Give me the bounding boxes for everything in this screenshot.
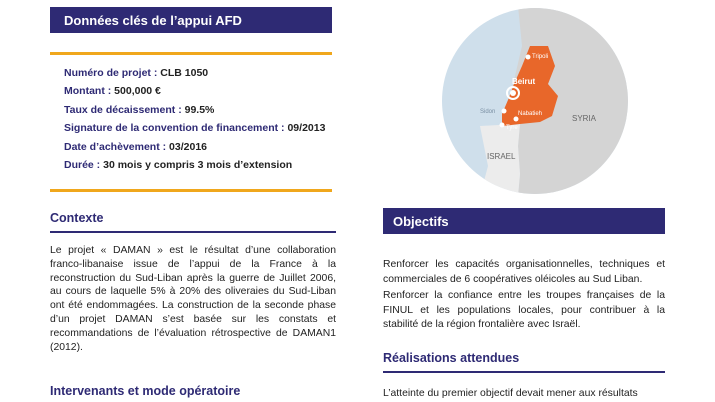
label-tyre: Tyre bbox=[506, 125, 518, 131]
objectifs-body bbox=[383, 258, 665, 335]
label-syria: SYRIA bbox=[572, 114, 597, 123]
contexte-title: Contexte bbox=[50, 211, 104, 225]
realisations-paragraph: L’atteinte du premier objectif devait mener aux résultats bbox=[383, 388, 638, 399]
fact-disbursement-rate bbox=[64, 103, 334, 121]
fact-label: Date d’achèvement : bbox=[64, 140, 167, 153]
fact-duration bbox=[64, 158, 334, 176]
fact-label: Signature de la convention de financement : bbox=[64, 122, 285, 135]
intervenants-title: Intervenants et mode opératoire bbox=[50, 384, 241, 398]
fact-value: 03/2016 bbox=[169, 140, 208, 153]
label-sidon: Sidon bbox=[480, 109, 496, 115]
contexte-paragraph: Le projet « DAMAN » est le résultat d’une collaboration franco-libanaise issue de l’appui de la France à la reconstruction du Sud-Liban après la guerre de Juillet 2006, au cours de laquelle 5% à 20% des oliveraies du Sud-Liban ont été endommagées. La construction de la seconde phase d’un projet DAMAN s’est basée sur les constats et recommandations de l’évaluation rétrospective de DAMAN1 (2012). bbox=[50, 245, 336, 353]
contexte-underline bbox=[50, 231, 336, 233]
fact-value: 99.5% bbox=[184, 103, 215, 116]
fact-label: Durée : bbox=[64, 158, 101, 171]
tripoli-dot bbox=[526, 55, 531, 60]
fact-value: 09/2013 bbox=[287, 122, 326, 135]
map-svg bbox=[440, 6, 630, 196]
fact-project-number bbox=[64, 66, 334, 84]
label-israel: ISRAEL bbox=[487, 152, 516, 161]
fact-value: 500,000 € bbox=[114, 85, 161, 98]
fact-label: Taux de décaissement : bbox=[64, 103, 182, 116]
objectifs-header: Objectifs bbox=[383, 208, 665, 234]
fact-completion-date bbox=[64, 140, 334, 158]
gold-divider-bottom bbox=[50, 189, 332, 192]
fact-signature-date bbox=[64, 121, 334, 139]
key-facts-list bbox=[64, 66, 334, 176]
tyre-dot bbox=[500, 123, 505, 128]
objectif-1: Renforcer les capacités organisationnelles, techniques et commerciales de 6 coopératives oléicoles au Sud Liban. bbox=[383, 259, 665, 285]
beirut-dot bbox=[510, 90, 516, 96]
realisations-underline bbox=[383, 371, 665, 373]
fact-value: CLB 1050 bbox=[160, 67, 209, 79]
objectif-2: Renforcer la confiance entre les troupes françaises de la FINUL et les populations locales, pour contribuer à la stabilité de la région frontalière avec Israël. bbox=[383, 290, 665, 330]
fact-label: Montant : bbox=[64, 85, 112, 98]
label-nabatieh: Nabatieh bbox=[518, 111, 543, 117]
sidon-dot bbox=[502, 109, 507, 114]
realisations-title: Réalisations attendues bbox=[383, 351, 520, 365]
fact-value: 30 mois y compris 3 mois d’extension bbox=[103, 158, 293, 171]
label-tripoli: Tripoli bbox=[532, 54, 549, 60]
fact-label: Numéro de projet : bbox=[64, 67, 158, 79]
nabatieh-dot bbox=[514, 117, 519, 122]
lebanon-map bbox=[440, 6, 630, 196]
fact-amount bbox=[64, 84, 334, 102]
key-data-header: Données clés de l’appui AFD bbox=[50, 7, 332, 33]
gold-divider-top bbox=[50, 52, 332, 55]
label-beirut: Beirut bbox=[512, 77, 536, 86]
